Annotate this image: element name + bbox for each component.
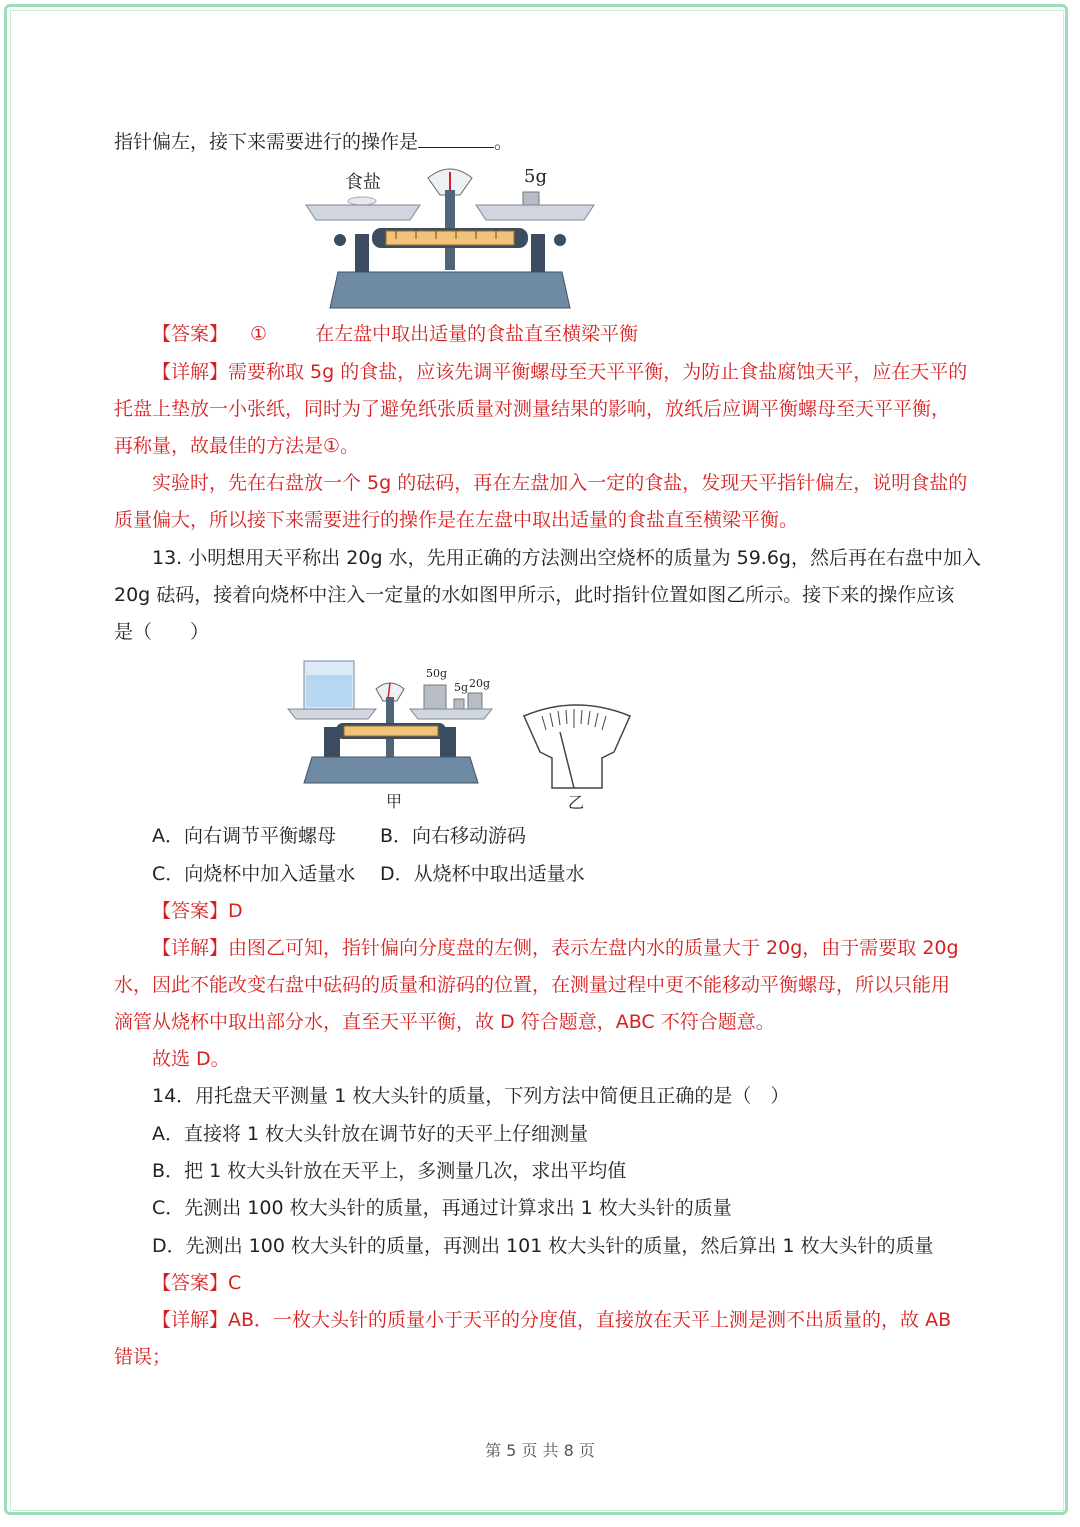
weight-5g-label: 5g	[524, 166, 547, 187]
weight-50g	[424, 685, 446, 709]
q12-detail-line: 托盘上垫放一小张纸，同时为了避免纸张质量对测量结果的影响，放纸后应调平衡螺母至天平平衡，	[114, 398, 951, 420]
q14-answer: 【答案】C	[152, 1272, 242, 1294]
right-leg	[440, 727, 456, 757]
figure-caption-jia: 甲	[386, 792, 403, 810]
dial-plate	[524, 705, 630, 788]
q12-question-tail	[114, 129, 513, 154]
q13-detail-line: 故选 D。	[152, 1048, 230, 1070]
weight-5g-label: 5g	[454, 681, 469, 694]
figure-caption-yi: 乙	[568, 793, 585, 812]
salt-pile	[348, 197, 376, 205]
q13-option-c: C．向烧杯中加入适量水	[152, 863, 356, 885]
weight-50g-label: 50g	[426, 667, 448, 680]
q14-detail-line: 错误；	[114, 1346, 172, 1368]
q13-stem-line: 20g 砝码，接着向烧杯中注入一定量的水如图甲所示，此时指针位置如图乙所示。接下来的操作应该	[114, 584, 955, 606]
base	[330, 272, 570, 308]
page-number-footer: 第 5 页 共 8 页	[485, 1441, 595, 1460]
left-leg	[324, 727, 340, 757]
q12-detail-line: 实验时，先在右盘放一个 5g 的砝码，再在左盘加入一定的食盐，发现天平指针偏左，说明食盐的	[152, 472, 968, 494]
weight-5g	[523, 192, 539, 205]
q12-tail-end: 。	[494, 131, 514, 153]
q12-detail-line: 再称量，故最佳的方法是①。	[114, 435, 360, 457]
q13-detail-line: 滴管从烧杯中取出部分水，直至天平平衡，故 D 符合题意，ABC 不符合题意。	[114, 1011, 775, 1033]
left-pan	[288, 709, 376, 719]
weight-20g	[468, 693, 482, 709]
left-pan	[306, 205, 420, 220]
q14-option-d: D．先测出 100 枚大头针的质量，再测出 101 枚大头针的质量，然后算出 1 枚大头针的质量	[152, 1235, 934, 1257]
ruler	[386, 231, 514, 245]
salt-label: 食盐	[345, 172, 381, 193]
beaker-water	[306, 675, 352, 707]
q14-option-c: C．先测出 100 枚大头针的质量，再通过计算求出 1 枚大头针的质量	[152, 1197, 732, 1219]
q13-stem-line: 13. 小明想用天平称出 20g 水，先用正确的方法测出空烧杯的质量为 59.6g，然后再在右盘中加入	[152, 547, 981, 569]
q13-option-a: A．向右调节平衡螺母	[152, 825, 336, 847]
weight-20g-label: 20g	[469, 677, 491, 690]
answer-label: 【答案】	[152, 323, 229, 345]
dial-figure	[518, 700, 638, 812]
q12-detail-line: 【详解】需要称取 5g 的食盐，应该先调平衡螺母至天平平衡，为防止食盐腐蚀天平，应在天平的	[152, 361, 968, 383]
q14-stem: 14．用托盘天平测量 1 枚大头针的质量，下列方法中简便且正确的是（ ）	[152, 1085, 790, 1107]
answer-number: ①	[250, 323, 268, 345]
right-pan	[410, 709, 492, 719]
q12-detail-line: 质量偏大，所以接下来需要进行的操作是在左盘中取出适量的食盐直至横梁平衡。	[114, 509, 799, 531]
q13-stem-line: 是（ ）	[114, 621, 210, 643]
q14-option-a: A．直接将 1 枚大头针放在调节好的天平上仔细测量	[152, 1123, 589, 1145]
q12-tail-text: 指针偏左，接下来需要进行的操作是	[114, 131, 419, 153]
left-leg	[355, 234, 369, 274]
left-balance-nut	[334, 234, 346, 246]
base	[304, 757, 478, 783]
q13-answer: 【答案】D	[152, 900, 243, 922]
q13-detail-line: 水，因此不能改变右盘中砝码的质量和游码的位置，在测量过程中更不能移动平衡螺母，所以只能用	[114, 974, 951, 996]
q14-option-b: B．把 1 枚大头针放在天平上，多测量几次，求出平均值	[152, 1160, 627, 1182]
right-pan	[476, 205, 594, 220]
balance-figure-beaker	[284, 655, 496, 810]
answer-blank	[418, 129, 494, 148]
right-leg	[531, 234, 545, 274]
weight-5g	[454, 699, 464, 709]
answer-text: 在左盘中取出适量的食盐直至横梁平衡	[315, 323, 639, 345]
q14-detail-line: 【详解】AB．一枚大头针的质量小于天平的分度值，直接放在天平上测是测不出质量的，故 AB	[152, 1309, 952, 1331]
q12-answer	[152, 322, 638, 346]
q13-option-d: D．从烧杯中取出适量水	[380, 863, 585, 885]
balance-figure-salt	[300, 160, 600, 312]
q13-detail-line: 【详解】由图乙可知，指针偏向分度盘的左侧，表示左盘内水的质量大于 20g，由于需要取 20g	[152, 937, 959, 959]
ruler	[344, 726, 438, 736]
right-balance-nut	[554, 234, 566, 246]
q13-option-b: B．向右移动游码	[380, 825, 527, 847]
